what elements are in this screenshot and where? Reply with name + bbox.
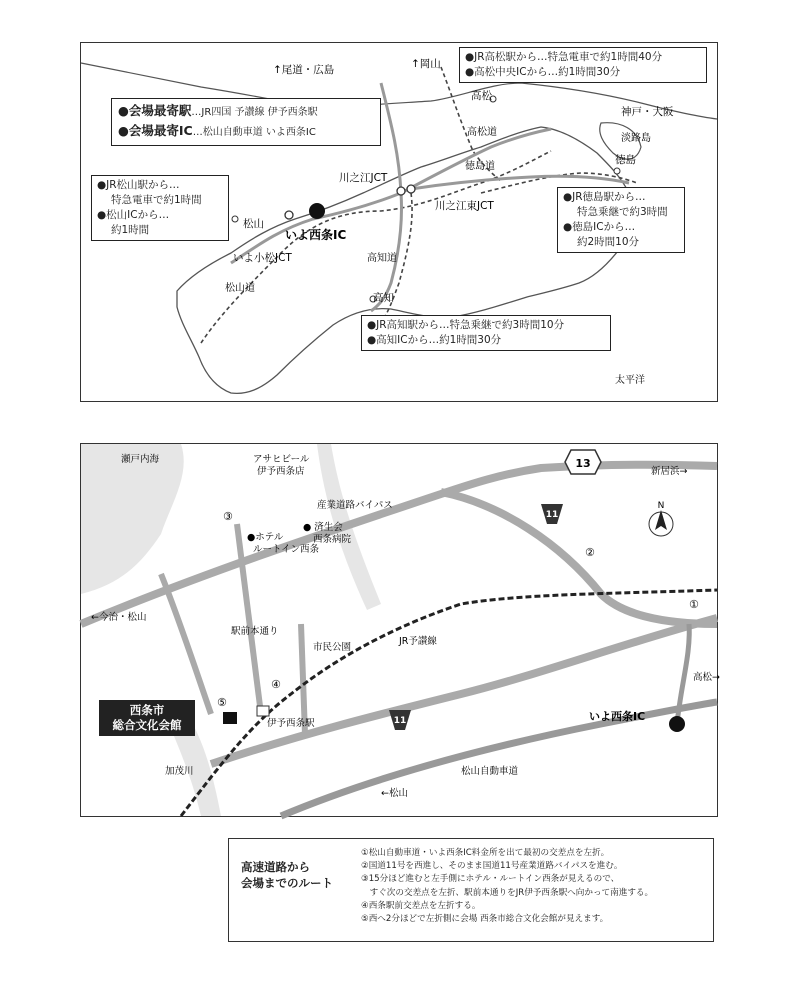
route-step-3-cont: すぐ次の交差点を左折、駅前本通りをJR伊予西条駅へ向かって南進する。 bbox=[361, 887, 654, 898]
label-iyo-saijo-ic: いよ西条IC bbox=[285, 228, 347, 242]
waypoint-2: ② bbox=[585, 546, 595, 559]
label-kawanoe-higashi-jct: 川之江東JCT bbox=[435, 200, 494, 212]
label-city-park: 市民公園 bbox=[313, 642, 352, 653]
iyo-saijo-ic-marker bbox=[669, 716, 685, 732]
matsuyama-expressway-road bbox=[281, 702, 717, 816]
takamatsu-line-2: ●高松中央ICから…約1時間30分 bbox=[465, 66, 621, 78]
label-okayama: ↑岡山 bbox=[411, 58, 441, 70]
kawanoe-jct-marker bbox=[397, 187, 405, 195]
label-saiseikai: ● 済生会 bbox=[303, 522, 343, 533]
iyo-komatsu-jct-marker bbox=[285, 211, 293, 219]
label-kochi: 高知 bbox=[373, 292, 394, 304]
label-to-matsuyama: ←松山 bbox=[381, 788, 408, 799]
label-hotel: ●ホテル bbox=[247, 532, 284, 543]
label-imabari: ←今治・松山 bbox=[91, 612, 147, 623]
north-label: N bbox=[657, 501, 665, 511]
matsuyama-line-4: 約1時間 bbox=[111, 224, 150, 236]
west-road bbox=[161, 574, 211, 714]
matsuyama-line-3: ●松山ICから… bbox=[97, 209, 170, 221]
label-pacific: 太平洋 bbox=[615, 375, 645, 386]
waypoint-3: ③ bbox=[223, 510, 233, 523]
waypoint-1: ① bbox=[689, 598, 699, 611]
kochi-line-1: ●JR高知駅から…特急乗継で約3時間10分 bbox=[367, 319, 565, 331]
venue-ic-value: …松山自動車道 いよ西条IC bbox=[192, 127, 316, 138]
saijo-map-graphic bbox=[81, 444, 720, 816]
route-instructions-box bbox=[228, 838, 714, 942]
route11-shield-b bbox=[389, 710, 411, 730]
matsuyama-marker bbox=[232, 216, 238, 222]
venue-ic-label: ●会場最寄IC bbox=[118, 123, 193, 138]
label-takamatsu: 高松 bbox=[471, 90, 492, 102]
venue-label bbox=[99, 700, 195, 736]
matsuyama-line-2: 特急電車で約1時間 bbox=[111, 194, 202, 206]
label-ekimae: 駅前本通り bbox=[231, 626, 279, 637]
route11a-number: 11 bbox=[545, 510, 559, 520]
route-step-2: ②国道11号を西進し、そのまま国道11号産業道路バイパスを進む。 bbox=[361, 861, 623, 872]
venue-label-line-2: 総合文化会館 bbox=[112, 718, 182, 732]
label-takamatsu-road: 高松道 bbox=[467, 127, 497, 138]
label-tokushima-road: 徳島道 bbox=[465, 161, 495, 172]
route11-shield-a bbox=[541, 504, 563, 524]
route-step-3: ③15分ほど進むと左手側にホテル・ルートイン西条が見えるので、 bbox=[361, 874, 620, 885]
label-tokushima: 徳島 bbox=[615, 154, 636, 166]
tokushima-line-2: 特急乗継で約3時間 bbox=[577, 206, 668, 218]
venue-station-label: ●会場最寄駅 bbox=[118, 103, 192, 118]
label-kamo-river: 加茂川 bbox=[165, 766, 194, 777]
matsuyama-access-callout bbox=[91, 175, 229, 241]
route11-lower bbox=[211, 618, 717, 764]
route-step-5: ⑤西へ2分ほどで左折側に会場 西条市総合文化会館が見えます。 bbox=[361, 914, 609, 925]
route13-number: 13 bbox=[575, 457, 591, 470]
label-hotel-2: ルートイン西条 bbox=[253, 544, 320, 555]
label-iyo-saijo-station: 伊予西条駅 bbox=[267, 718, 315, 729]
seto-sea-area bbox=[81, 444, 184, 594]
route-title-line-2: 会場までのルート bbox=[241, 876, 333, 890]
label-saiseikai-2: 西条病院 bbox=[313, 534, 352, 545]
tokushima-marker bbox=[614, 168, 620, 174]
tokushima-line-1: ●JR徳島駅から… bbox=[563, 191, 646, 203]
label-niihama: 新居浜→ bbox=[651, 466, 688, 477]
label-iyo-saijo-ic-bottom: いよ西条IC bbox=[589, 710, 646, 723]
waypoint-4: ④ bbox=[271, 678, 281, 691]
kochi-line-2: ●高知ICから…約1時間30分 bbox=[367, 334, 502, 346]
label-onomichi: ↑尾道・広島 bbox=[273, 64, 335, 76]
label-asahi-beer-2: 伊予西条店 bbox=[257, 466, 305, 477]
label-bypass: 産業道路バイパス bbox=[317, 500, 393, 511]
waypoint-5: ⑤ bbox=[217, 696, 227, 709]
takamatsu-line-1: ●JR高松駅から…特急電車で約1時間40分 bbox=[465, 51, 663, 63]
label-matsuyama-road: 松山道 bbox=[225, 283, 255, 294]
saijo-area-map bbox=[80, 443, 718, 817]
station-marker bbox=[257, 706, 269, 716]
matsuyama-line-1: ●JR松山駅から… bbox=[97, 179, 180, 191]
route11-upper bbox=[441, 492, 717, 624]
label-jr-yosan: JR予讃線 bbox=[399, 636, 437, 647]
route11b-number: 11 bbox=[393, 716, 407, 726]
label-seto-sea: 瀬戸内海 bbox=[121, 454, 160, 465]
venue-station-value: …JR四国 予讃線 伊予西条駅 bbox=[191, 107, 318, 118]
label-matsuyama-expressway: 松山自動車道 bbox=[461, 766, 519, 777]
tokushima-access-callout bbox=[557, 187, 685, 253]
venue-info-callout bbox=[111, 98, 381, 146]
label-takamatsu: 高松→ bbox=[693, 672, 720, 683]
tokushima-line-4: 約2時間10分 bbox=[577, 236, 640, 248]
kochi-access-callout bbox=[361, 315, 611, 351]
takamatsu-access-callout bbox=[459, 47, 707, 83]
route-step-1: ①松山自動車道・いよ西条IC料金所を出て最初の交差点を左折。 bbox=[361, 848, 610, 858]
venue-label-line-1: 西条市 bbox=[129, 703, 165, 717]
label-asahi-beer: アサヒビール bbox=[253, 454, 310, 465]
label-awaji: 淡路島 bbox=[621, 133, 651, 144]
route-title bbox=[241, 859, 333, 891]
label-kawanoe-jct: 川之江JCT bbox=[339, 172, 388, 184]
label-kochi-road: 高知道 bbox=[367, 253, 397, 264]
shikoku-overview-map bbox=[80, 42, 718, 402]
venue-marker bbox=[223, 712, 237, 724]
route-steps bbox=[361, 847, 653, 926]
iyo-saijo-ic-marker bbox=[309, 203, 325, 219]
tokushima-line-3: ●徳島ICから… bbox=[563, 221, 636, 233]
north-arrow-icon bbox=[649, 501, 673, 536]
route-title-line-1: 高速道路から bbox=[241, 860, 310, 874]
label-kobe: 神戸・大阪 bbox=[621, 106, 674, 118]
label-matsuyama: 松山 bbox=[243, 218, 264, 230]
kawanoe-higashi-jct-marker bbox=[407, 185, 415, 193]
route-step-4: ④西条駅前交差点を左折する。 bbox=[361, 900, 481, 911]
label-iyo-komatsu-jct: いよ小松JCT bbox=[233, 252, 292, 264]
route13-shield bbox=[565, 450, 601, 474]
